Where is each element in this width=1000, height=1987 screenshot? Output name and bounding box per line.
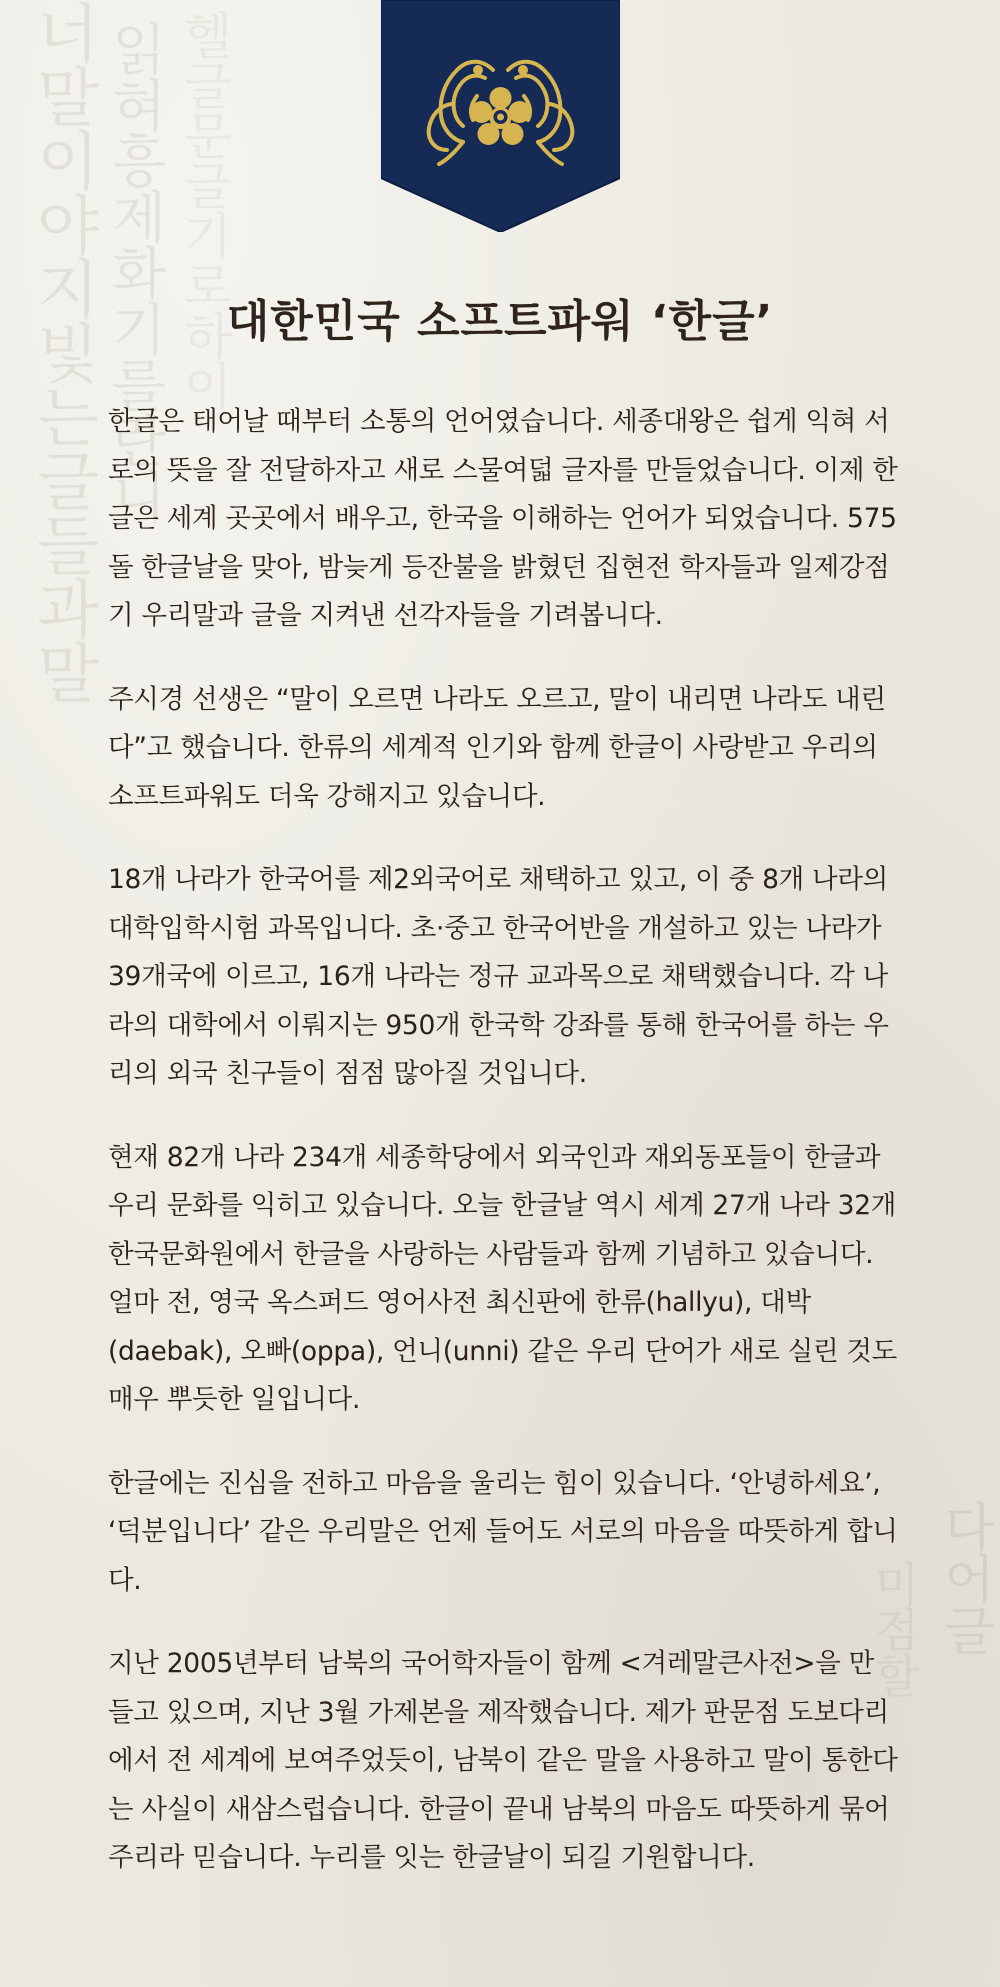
background-calligraphy: 읽혀흥제화기를란니 (102, 20, 167, 524)
emblem-banner (381, 0, 620, 232)
page-title: 대한민국 소프트파워 ‘한글’ (226, 296, 774, 347)
letter-body (108, 398, 898, 1918)
paragraph: 한글은 태어날 때부터 소통의 언어였습니다. 세종대왕은 쉽게 익혀 서로의 뜻을 잘 전달하자고 새로 스물여덟 글자를 만들었습니다. 이제 한글은 세계 곳곳에서 배우고, 한국을 이해하는 언어가 되었습니다. 575돌 한글날을 맞아, 밤늦게 등잔불을 밝혔던 집현전 학자들과 일제강점기 우리말과 글을 지켜낸 선각자들을 기려봅니다. (108, 406, 898, 631)
background-calligraphy: 다어글 (934, 1500, 994, 1656)
phoenix-emblem-icon (381, 0, 620, 232)
background-calligraphy: 헬글문글기로하이 (175, 10, 233, 410)
paragraph: 현재 82개 나라 234개 세종학당에서 외국인과 재외동포들이 한글과 우리 문화를 익히고 있습니다. 오늘 한글날 역시 세계 27개 나라 32개 한국문화원에서 한글을 사랑하는 사람들과 함께 기념하고 있습니다. 얼마 전, 영국 옥스퍼드 영어사전 최신판에 한류(hallyu), 대박(daebak), 오빠(oppa), 언니(unni) 같은 우리 단어가 새로 실린 것도 매우 뿌듯한 일입니다. (108, 1141, 897, 1415)
paragraph: 18개 나라가 한국어를 제2외국어로 채택하고 있고, 이 중 8개 나라의 대학입학시험 과목입니다. 초·중고 한국어반을 개설하고 있는 나라가 39개국에 이르고, 16개 나라는 정규 교과목으로 채택했습니다. 각 나라의 대학에서 이뤄지는 950개 한국학 강좌를 통해 한국어를 하는 우리의 외국 친구들이 점점 많아질 것입니다. (108, 864, 889, 1089)
paragraph: 한글에는 진심을 전하고 마음을 울리는 힘이 있습니다. ‘안녕하세요’, ‘덕분입니다’ 같은 우리말은 언제 들어도 서로의 마음을 따뜻하게 합니다. (108, 1467, 898, 1596)
paragraph: 지난 2005년부터 남북의 국어학자들이 함께 <겨레말큰사전>을 만들고 있으며, 지난 3월 가제본을 제작했습니다. 제가 판문점 도보다리에서 전 세계에 보여주었듯이, 남북이 같은 말을 사용하고 말이 통한다는 사실이 새삼스럽습니다. 한글이 끝내 남북의 마음도 따뜻하게 묶어주리라 믿습니다. 누리를 잇는 한글날이 되길 기원합니다. (108, 1648, 898, 1873)
paragraph: 주시경 선생은 “말이 오르면 나라도 오르고, 말이 내리면 나라도 내린다”고 했습니다. 한류의 세계적 인기와 함께 한글이 사랑받고 우리의 소프트파워도 더욱 강해지고 있습니다. (108, 683, 886, 812)
background-calligraphy: 너말이야지빛는글들과말 (25, 0, 99, 704)
background-calligraphy: 미점할 (867, 1560, 921, 1698)
